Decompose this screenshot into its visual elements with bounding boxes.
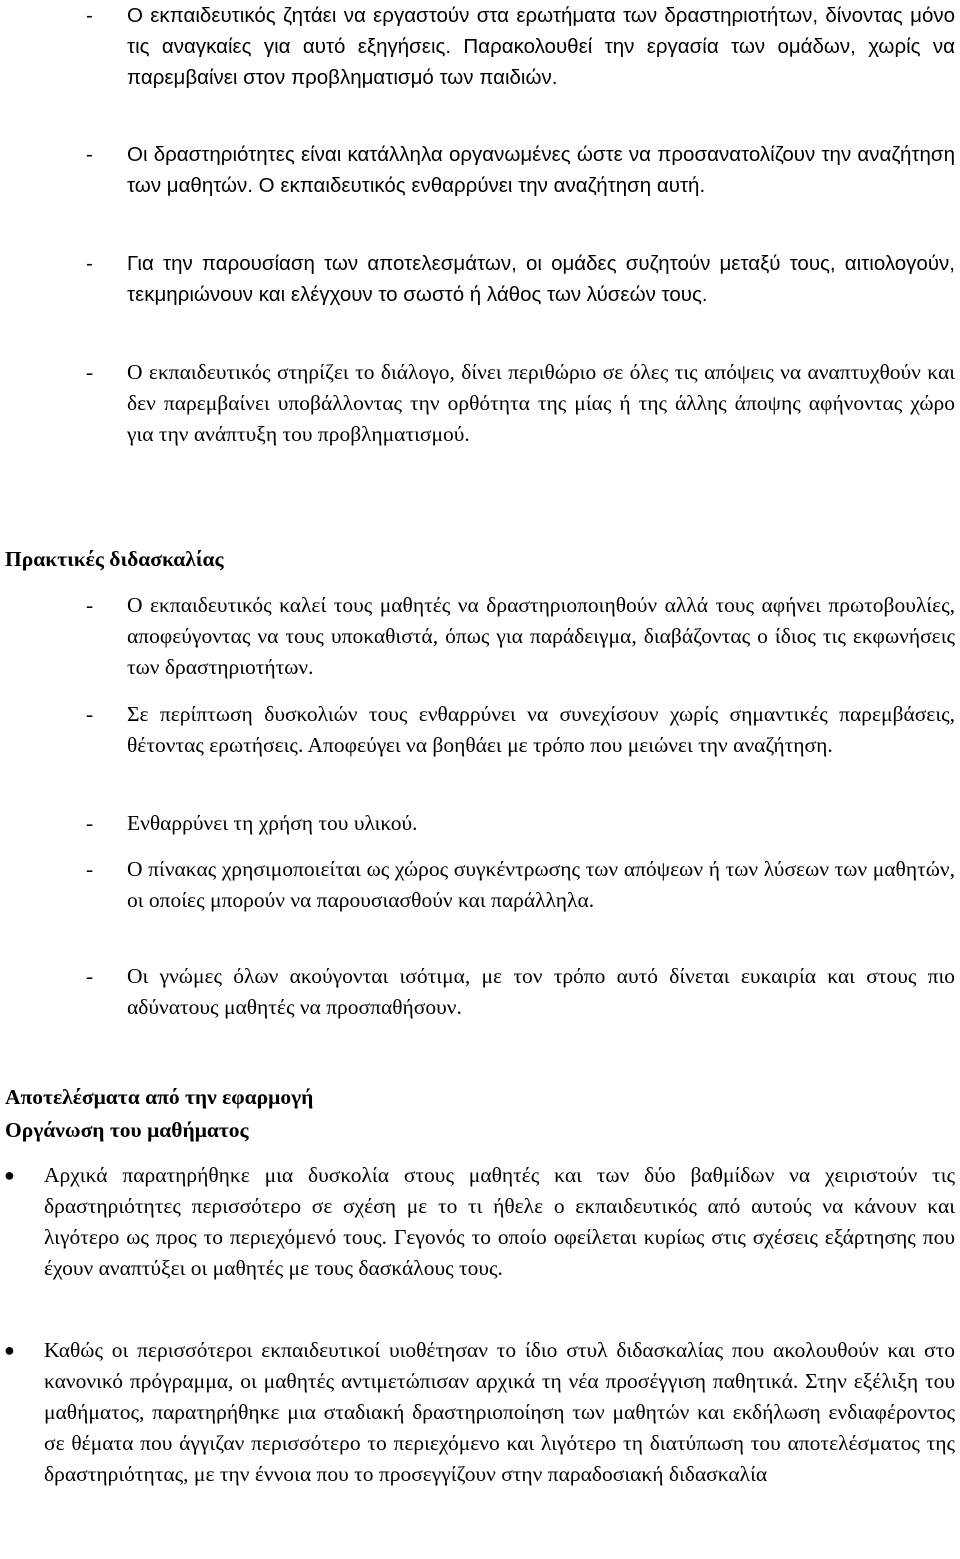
bullet-icon: ●	[4, 1340, 15, 1360]
list-item	[0, 808, 960, 839]
dash-marker: -	[86, 811, 94, 835]
list-item	[0, 1335, 960, 1490]
list-item	[0, 961, 960, 1023]
list-item	[0, 139, 960, 201]
list-item-text: Ενθαρρύνει τη χρήση του υλικού.	[127, 811, 418, 835]
list-item-text: Ο εκπαιδευτικός καλεί τους μαθητές να δραστηριοποιηθούν αλλά τους αφήνει πρωτοβουλίες, αποφεύγοντας να τους υποκαθιστά, όπως για παράδειγμα, διαβάζοντας ο ίδιος τις εκφωνήσεις των δραστηριοτήτων.	[127, 593, 955, 679]
section-heading-results: Αποτελέσματα από την εφαρμογή	[5, 1085, 314, 1109]
dash-marker: -	[86, 964, 94, 988]
list-item	[0, 357, 960, 450]
list-item-text: Οι γνώμες όλων ακούγονται ισότιμα, με τον τρόπο αυτό δίνεται ευκαιρία και στους πιο αδύνατους μαθητές να προσπαθήσουν.	[127, 964, 955, 1019]
dash-marker: -	[86, 593, 94, 617]
list-item	[0, 590, 960, 683]
list-item-text: Αρχικά παρατηρήθηκε μια δυσκολία στους μαθητές και των δύο βαθμίδων να χειριστούν τις δραστηριότητες περισσότερο σε σχέση με το τι ήθελε ο εκπαιδευτικός από αυτούς να κάνουν και λιγότερο ως προς το περιεχόμενό τους. Γεγονός το οποίο οφείλεται κυρίως στις σχέσεις εξάρτησης που έχουν αναπτύξει οι μαθητές με τους δασκάλους τους.	[44, 1163, 955, 1280]
list-item	[0, 699, 960, 761]
dash-marker: -	[86, 252, 93, 275]
dash-marker: -	[86, 4, 93, 27]
list-item	[0, 1160, 960, 1284]
section-heading-practices: Πρακτικές διδασκαλίας	[5, 547, 224, 571]
list-item-text: Καθώς οι περισσότεροι εκπαιδευτικοί υιοθέτησαν το ίδιο στυλ διδασκαλίας που ακολουθούν και στο κανονικό πρόγραμμα, οι μαθητές αντιμετώπισαν αρχικά τη νέα προσέγγιση παθητικά. Στην εξέλιξη του μαθήματος, παρατηρήθηκε μια σταδιακή δραστηριοποίηση των μαθητών και εκδήλωση ενδιαφέροντος σε θέματα που άγγιζαν περισσότερο το περιεχόμενο και λιγότερο τη διατύπωση του αποτελέσματος της δραστηριότητας, με την έννοια που το προσεγγίζουν στην παραδοσιακή διδασκαλία	[44, 1338, 955, 1486]
list-item-text: Ο εκπαιδευτικός στηρίζει το διάλογο, δίνει περιθώριο σε όλες τις απόψεις να αναπτυχθούν και δεν παρεμβαίνει υποβάλλοντας την ορθότητα της μίας ή της άλλης άποψης αφήνοντας χώρο για την ανάπτυξη του προβληματισμού.	[127, 360, 955, 446]
list-item-text: Ο εκπαιδευτικός ζητάει να εργαστούν στα ερωτήματα των δραστηριοτήτων, δίνοντας μόνο τις αναγκαίες για αυτό εξηγήσεις. Παρακολουθεί την εργασία των ομάδων, χωρίς να παρεμβαίνει στον προβληματισμό των παιδιών.	[127, 4, 955, 89]
list-item-text: Για την παρουσίαση των αποτελεσμάτων, οι ομάδες συζητούν μεταξύ τους, αιτιολογούν, τεκμηριώνουν και ελέγχουν το σωστό ή λάθος των λύσεών τους.	[127, 252, 955, 306]
dash-marker: -	[86, 857, 94, 881]
list-item	[0, 0, 960, 93]
dash-marker: -	[86, 143, 93, 166]
list-item	[0, 854, 960, 916]
bullet-icon: ●	[4, 1165, 15, 1185]
list-item-text: Ο πίνακας χρησιμοποιείται ως χώρος συγκέντρωσης των απόψεων ή των λύσεων των μαθητών, οι οποίες μπορούν να παρουσιασθούν και παράλληλα.	[127, 857, 955, 912]
dash-marker: -	[86, 360, 94, 384]
list-item-text: Σε περίπτωση δυσκολιών τους ενθαρρύνει να συνεχίσουν χωρίς σημαντικές παρεμβάσεις, θέτοντας ερωτήσεις. Αποφεύγει να βοηθάει με τρόπο που μειώνει την αναζήτηση.	[127, 702, 955, 757]
section-subheading-organization: Οργάνωση του μαθήματος	[5, 1118, 249, 1142]
list-item-text: Οι δραστηριότητες είναι κατάλληλα οργανωμένες ώστε να προσανατολίζουν την αναζήτηση των μαθητών. Ο εκπαιδευτικός ενθαρρύνει την αναζήτηση αυτή.	[127, 143, 955, 197]
list-item	[0, 248, 960, 310]
dash-marker: -	[86, 702, 94, 726]
